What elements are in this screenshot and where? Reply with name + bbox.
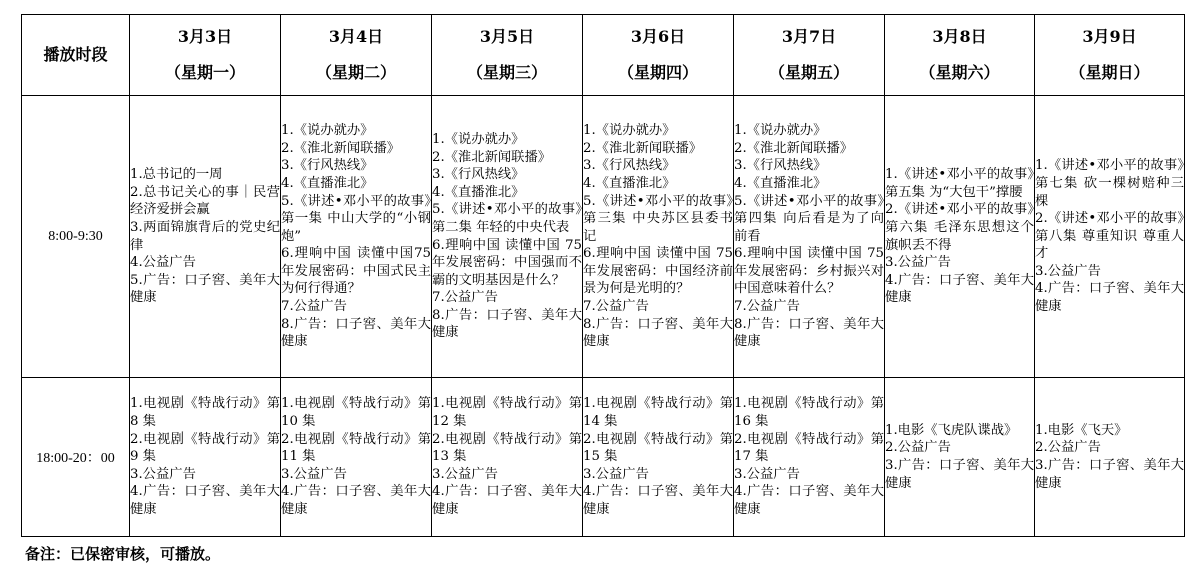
program-item: 1.总书记的一周 xyxy=(130,167,223,183)
program-item: 4.广告：口子窖、美年大健康 xyxy=(583,484,733,517)
program-item: 1.电视剧《特战行动》第 12 集 xyxy=(432,396,582,430)
program-item: 5.《讲述•邓小平的故事》第四集 向后看是为了向前看 xyxy=(734,193,884,244)
program-item: 4.广告：口子窖、美年大健康 xyxy=(885,272,1034,306)
time-slot-cell: 18:00-20：00 xyxy=(22,378,130,537)
program-item: 5.《讲述•邓小平的故事》第二集 年轻的中央代表 xyxy=(432,202,582,235)
program-item: 4.《直播淮北》 xyxy=(281,175,374,191)
program-item: 1.《说办就办》 xyxy=(583,123,676,139)
program-item: 2.《讲述•邓小平的故事》第八集 尊重知识 尊重人才 xyxy=(1035,211,1184,262)
program-item: 7.公益广告 xyxy=(432,290,498,306)
day-header xyxy=(583,15,734,96)
day-weekday: （星期一） xyxy=(164,63,245,82)
day-header xyxy=(130,15,281,96)
program-item: 2.《讲述•邓小平的故事》第六集 毛泽东思想这个旗帜丢不得 xyxy=(885,202,1034,253)
program-cell xyxy=(432,96,583,378)
program-cell xyxy=(734,378,885,537)
program-item: 4.广告：口子窖、美年大健康 xyxy=(432,484,582,517)
program-item: 7.公益广告 xyxy=(583,299,649,315)
program-item: 2.《淮北新闻联播》 xyxy=(281,140,401,156)
day-weekday: （星期二） xyxy=(315,63,396,82)
program-item: 2.公益广告 xyxy=(1035,440,1101,456)
note-text: 备注：已保密审核，可播放。 xyxy=(25,545,221,563)
day-header xyxy=(1035,15,1185,96)
day-date: 3月6日 xyxy=(630,27,686,46)
program-item: 8.广告：口子窖、美年大健康 xyxy=(281,316,431,350)
program-item: 4.广告：口子窖、美年大健康 xyxy=(734,484,884,517)
program-item: 2.电视剧《特战行动》第 17 集 xyxy=(734,431,884,465)
program-item: 3.公益广告 xyxy=(130,466,196,482)
day-weekday: （星期三） xyxy=(466,63,547,82)
program-item: 3.《行风热线》 xyxy=(583,158,676,174)
day-weekday: （星期五） xyxy=(768,63,849,82)
day-date: 3月7日 xyxy=(781,27,837,46)
program-item: 2.电视剧《特战行动》第 13 集 xyxy=(432,431,582,465)
program-item: 7.公益广告 xyxy=(281,299,347,315)
program-item: 4.广告：口子窖、美年大健康 xyxy=(1035,281,1184,315)
program-item: 2.《淮北新闻联播》 xyxy=(734,140,854,156)
day-header xyxy=(432,15,583,96)
day-header xyxy=(281,15,432,96)
program-item: 8.广告：口子窖、美年大健康 xyxy=(432,307,582,341)
program-item: 2.《淮北新闻联播》 xyxy=(432,149,552,165)
program-item: 1.《说办就办》 xyxy=(281,123,374,139)
program-item: 3.公益广告 xyxy=(281,466,347,482)
program-item: 8.广告：口子窖、美年大健康 xyxy=(583,316,733,350)
program-cell xyxy=(885,378,1035,537)
program-item: 1.《讲述•邓小平的故事》第七集 砍一棵树赔种三棵 xyxy=(1035,158,1184,209)
program-item: 6.理响中国 读懂中国 75 年发展密码：中国经济前景为何是光明的？ xyxy=(583,246,733,297)
schedule-row xyxy=(22,378,1185,537)
program-item: 3.公益广告 xyxy=(583,466,649,482)
day-date: 3月8日 xyxy=(932,27,987,46)
program-item: 3.公益广告 xyxy=(734,466,800,482)
program-item: 6.理响中国 读懂中国 75 年发展密码：乡村振兴对中国意味着什么？ xyxy=(734,246,884,297)
program-item: 1.电影《飞天》 xyxy=(1035,422,1128,438)
program-item: 5.广告：口子窖、美年大健康 xyxy=(130,272,280,306)
program-item: 3.广告：口子窖、美年大健康 xyxy=(1035,458,1184,491)
time-slot-cell: 8:00-9:30 xyxy=(22,96,130,378)
program-cell xyxy=(583,378,734,537)
schedule-body xyxy=(22,96,1185,537)
day-date: 3月4日 xyxy=(328,27,384,46)
broadcast-schedule-table xyxy=(21,14,1185,537)
program-item: 4.广告：口子窖、美年大健康 xyxy=(281,484,431,517)
program-item: 1.电视剧《特战行动》第 10 集 xyxy=(281,396,431,430)
program-item: 2.总书记关心的事｜民营经济爱拼会赢 xyxy=(130,184,280,218)
program-item: 4.《直播淮北》 xyxy=(734,175,827,191)
program-cell xyxy=(281,96,432,378)
schedule-row xyxy=(22,96,1185,378)
day-weekday: （星期日） xyxy=(1069,63,1150,82)
program-item: 3.《行风热线》 xyxy=(734,158,827,174)
program-item: 2.公益广告 xyxy=(885,440,951,456)
day-date: 3月3日 xyxy=(177,27,233,46)
program-cell xyxy=(130,378,281,537)
program-item: 3.广告：口子窖、美年大健康 xyxy=(885,458,1034,491)
program-item: 5.《讲述•邓小平的故事》第一集 中山大学的“小钢炮” xyxy=(281,193,431,244)
program-item: 1.电视剧《特战行动》第 8 集 xyxy=(130,396,280,430)
program-cell xyxy=(432,378,583,537)
program-item: 2.电视剧《特战行动》第 11 集 xyxy=(281,431,431,465)
program-item: 5.《讲述•邓小平的故事》第三集 中央苏区县委书记 xyxy=(583,193,733,244)
program-cell xyxy=(734,96,885,378)
program-cell xyxy=(1035,96,1185,378)
program-item: 2.《淮北新闻联播》 xyxy=(583,140,703,156)
program-item: 8.广告：口子窖、美年大健康 xyxy=(734,316,884,350)
day-weekday: （星期六） xyxy=(919,63,1000,82)
day-date: 3月9日 xyxy=(1082,27,1137,46)
day-weekday: （星期四） xyxy=(617,63,698,82)
program-item: 2.电视剧《特战行动》第 15 集 xyxy=(583,431,733,465)
program-item: 1.电视剧《特战行动》第 14 集 xyxy=(583,396,733,430)
program-item: 3.《行风热线》 xyxy=(281,158,374,174)
program-item: 1.《说办就办》 xyxy=(734,123,827,139)
header-row xyxy=(22,15,1185,96)
program-item: 7.公益广告 xyxy=(734,299,800,315)
program-item: 4.公益广告 xyxy=(130,255,196,271)
program-item: 1.电影《飞虎队谍战》 xyxy=(885,422,1018,438)
program-item: 4.广告：口子窖、美年大健康 xyxy=(130,484,280,517)
program-cell xyxy=(130,96,281,378)
program-item: 3.《行风热线》 xyxy=(432,167,525,183)
day-header xyxy=(734,15,885,96)
program-item: 3.公益广告 xyxy=(432,466,498,482)
program-item: 1.电视剧《特战行动》第 16 集 xyxy=(734,396,884,430)
program-item: 4.《直播淮北》 xyxy=(432,184,525,200)
program-item: 6.理响中国 读懂中国75年发展密码：中国式民主为何行得通？ xyxy=(281,246,431,297)
program-item: 3.公益广告 xyxy=(885,255,951,271)
day-date: 3月5日 xyxy=(479,27,535,46)
program-item: 6.理响中国 读懂中国 75 年发展密码：中国强而不霸的文明基因是什么？ xyxy=(432,237,582,288)
program-cell xyxy=(281,378,432,537)
program-item: 3.两面锦旗背后的党史纪律 xyxy=(130,219,280,253)
program-item: 1.《说办就办》 xyxy=(432,131,525,147)
day-header xyxy=(885,15,1035,96)
program-cell xyxy=(885,96,1035,378)
program-item: 1.《讲述•邓小平的故事》第五集 为“大包干”撑腰 xyxy=(885,167,1034,200)
program-cell xyxy=(1035,378,1185,537)
program-item: 3.公益广告 xyxy=(1035,263,1101,279)
program-item: 4.《直播淮北》 xyxy=(583,175,676,191)
slot-column-header: 播放时段 xyxy=(22,15,130,96)
program-item: 2.电视剧《特战行动》第 9 集 xyxy=(130,431,280,465)
program-cell xyxy=(583,96,734,378)
